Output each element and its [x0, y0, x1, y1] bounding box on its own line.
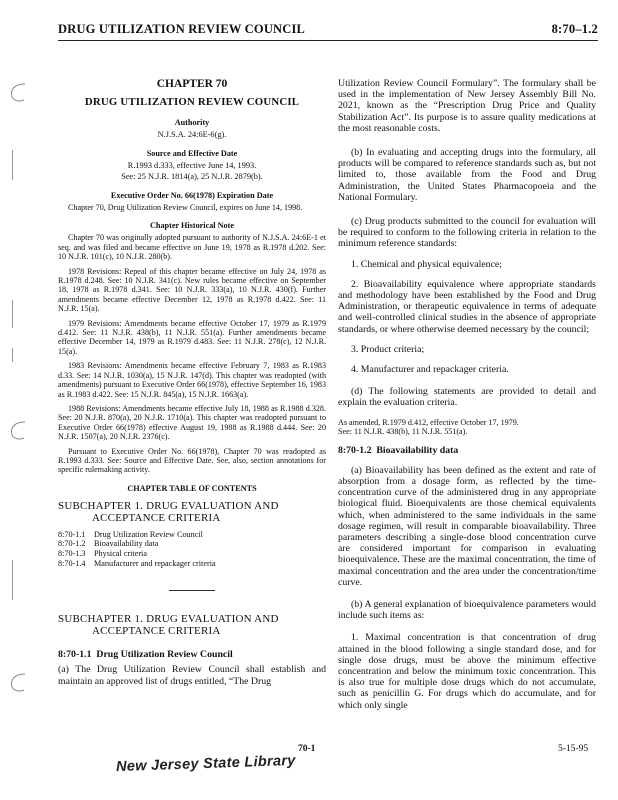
margin-mark — [12, 560, 13, 600]
section-number: 8:70-1.1 — [58, 649, 92, 661]
page-number: 70-1 — [298, 744, 316, 754]
historical-note-paragraph: 1988 Revisions: Amendments became effective July 18, 1988 as R.1988 d.328. See: 20 N.J.R. 870(a), 20 N.J.R. 1710(a). This chapter was readopted pursuant to Executive Order 66(1978) effective August 19, 1988 as R.1988 d.444. See: 20 N.J.R. 1507(a), 20 N.J.R. 2376(c). — [58, 403, 326, 442]
punch-hole-icon — [6, 670, 30, 694]
criteria-item: 1. Maximal concentration is that concentration of drug attained in the blood following a single standard dose, and for single dose drugs, must be above the minimum effective concentration and below the minimum toxic concentration. This is also true for multiple dose drugs which do not accumulate, such as penicillin G. For drugs which do accumulate, and for which only single — [338, 632, 596, 711]
amendment-note: See: 11 N.J.R. 438(b), 11 N.J.R. 551(a). — [338, 427, 468, 437]
header-section: 8:70–1.2 — [551, 22, 598, 36]
toc-item-number: 8:70-1.1 — [58, 529, 86, 539]
toc-item[interactable] — [58, 539, 326, 549]
historical-note-heading: Chapter Historical Note — [150, 221, 234, 231]
historical-note-paragraph: 1978 Revisions: Repeal of this chapter became effective on July 24, 1978 as R.1978 d.248. See: 10 N.J.R. 341(c). New rules became effective on September 18, 1978 as R.1978 d.341. See: 10 N.J.R. 333(a), 10 N.J.R. 430(f). Further amendments became effective December 12, 1978 as R.1978 d.422. See: 11 N.J.R. 15(a). — [58, 266, 326, 314]
toc-item-number: 8:70-1.4 — [58, 558, 86, 568]
executive-order-heading: Executive Order No. 66(1978) Expiration Date — [110, 191, 274, 200]
toc-item[interactable] — [58, 559, 326, 569]
criteria-item: 4. Manufacturer and repackager criteria. — [351, 364, 509, 376]
source-text-2: See: 25 N.J.R. 1814(a), 25 N.J.R. 2879(b). — [121, 172, 263, 181]
margin-mark — [12, 300, 13, 328]
section-number: 8:70-1.2 — [338, 445, 372, 457]
criteria-item: 1. Chemical and physical equivalence; — [351, 258, 502, 270]
toc-item-title: Manufacturer and repackager criteria — [94, 558, 216, 568]
historical-note-paragraph: Chapter 70 was originally adopted pursuant to authority of N.J.S.A. 24:6E-1 et seq. and was filed and became effective on June 19, 1978 as R.1978 d.202. See: 10 N.J.R. 101(c), 10 N.J.R. 280(b). — [58, 233, 326, 262]
subchapter-heading-line: SUBCHAPTER 1. DRUG EVALUATION AND — [58, 613, 279, 626]
margin-mark — [12, 150, 13, 180]
body-paragraph: (a) The Drug Utilization Review Council shall establish and maintain an approved list of drugs entitled, “The Drug — [58, 664, 326, 687]
body-paragraph: (a) Bioavailability has been defined as the extent and rate of absorption from a dosage form, as reflected by the time-concentration curve of the administered drug in any appropriate biological fluid. Bioequivalents are those chemical equivalents which, when administered to the same individuals in the same dosage regimen, will result in comparable bioavailability. Three parameters describing a single-dose blood concentration curve are considered important for comparison in evaluating bioequivalence. These are the maximal concentration, the time of maximal concentration and the area under the concentration/time curve. — [338, 464, 596, 588]
executive-order-text: Chapter 70, Drug Utilization Review Council, expires on June 14, 1998. — [68, 203, 303, 212]
authority-heading: Authority — [174, 118, 210, 127]
running-header — [58, 22, 598, 38]
toc-item-title: Drug Utilization Review Council — [94, 529, 203, 539]
subchapter-heading — [58, 613, 326, 637]
historical-note-paragraph: 1979 Revisions: Amendments became effective October 17, 1979 as R.1979 d.412. See: 11 N.J.R. 438(b), 11 N.J.R. 551(a). Further amendments became effective December 14, 1979 as R.1979 d.483. See: 11 N.J.R. 278(c), 12 N.J.R. 15(a). — [58, 318, 326, 356]
toc-list — [58, 530, 326, 568]
left-column — [58, 78, 326, 692]
subchapter-heading-line: ACCEPTANCE CRITERIA — [92, 511, 221, 524]
section-divider — [169, 590, 215, 591]
page-date: 5-15-95 — [558, 744, 589, 754]
body-paragraph: (b) In evaluating and accepting drugs into the formulary, all products will be compared to reference standards such as, but not limited to, those available from the Food and Drug Administration, the United States Pharmacopoeia and the National Formulary. — [338, 147, 596, 203]
historical-note-paragraph: 1983 Revisions: Amendments became effective February 7, 1983 as R.1983 d.33. See: 14 N.J.R. 1030(a), 15 N.J.R. 147(d). This chapter was readopted (with amendments) pursuant to Executive Order 66(1978), effective September 16, 1983 as R.1983 d.422. See: 15 N.J.R. 845(a), 15 N.J.R. 1663(a). — [58, 361, 326, 399]
section-title: Drug Utilization Review Council — [96, 649, 233, 661]
section-heading — [58, 649, 326, 660]
source-text-1: R.1993 d.333, effective June 14, 1993. — [127, 161, 257, 170]
source-heading: Source and Effective Date — [146, 149, 238, 158]
toc-item[interactable] — [58, 530, 326, 540]
toc-item-title: Bioavailability data — [94, 539, 159, 549]
punch-hole-icon — [6, 80, 30, 104]
toc-item-title: Physical criteria — [94, 548, 147, 558]
table-of-contents-heading: CHAPTER TABLE OF CONTENTS — [127, 483, 257, 493]
punch-hole-icon — [6, 418, 30, 442]
body-paragraph: (b) A general explanation of bioequivalence parameters would include such items as: — [338, 598, 596, 622]
toc-item[interactable] — [58, 549, 326, 559]
subchapter-heading — [58, 500, 326, 524]
toc-item-number: 8:70-1.3 — [58, 548, 86, 558]
body-paragraph: (d) The following statements are provided to detail and explain the evaluation criteria. — [338, 386, 596, 409]
section-heading — [338, 445, 596, 456]
header-title: DRUG UTILIZATION REVIEW COUNCIL — [58, 22, 306, 36]
library-stamp: New Jersey State Library — [115, 752, 296, 776]
toc-item-number: 8:70-1.2 — [58, 539, 86, 549]
subchapter-heading-line: ACCEPTANCE CRITERIA — [92, 625, 221, 638]
section-title: Bioavailability data — [376, 445, 459, 457]
criteria-item: 2. Bioavailability equivalence where appropriate standards and methodology have been established by the Food and Drug Administration, or therapeutic equivalence in terms of adequate and well-controlled clinical studies in the absence of appropriate standards, or where otherwise deemed necessary by the council; — [338, 278, 596, 335]
subchapter-heading-line: SUBCHAPTER 1. DRUG EVALUATION AND — [58, 499, 279, 512]
authority-text: N.J.S.A. 24:6E-6(g). — [157, 130, 227, 139]
header-rule — [58, 40, 598, 41]
chapter-title: DRUG UTILIZATION REVIEW COUNCIL — [84, 96, 300, 108]
margin-mark — [12, 348, 13, 362]
amendment-note: As amended, R.1979 d.412, effective October 17, 1979. — [338, 417, 519, 427]
chapter-number: CHAPTER 70 — [156, 78, 228, 90]
right-column — [338, 78, 596, 716]
criteria-item: 3. Product criteria; — [351, 343, 425, 355]
body-paragraph: (c) Drug products submitted to the council for evaluation will be required to conform to the following criteria in relation to the minimum reference standards: — [338, 216, 596, 250]
historical-note-paragraph: Pursuant to Executive Order No. 66(1978), Chapter 70 was readopted as R.1993 d.333. See: Source and Effective Date. See, also, section annotations for specific rulemaking activity. — [58, 446, 326, 475]
body-paragraph: Utilization Review Council Formulary”. The formulary shall be used in the implementation of New Jersey Assembly Bill No. 2021, known as the “Prescription Drug Price and Quality Stabilization Act”. Its purpose is to assure quality medications at the most reasonable costs. — [338, 78, 596, 134]
